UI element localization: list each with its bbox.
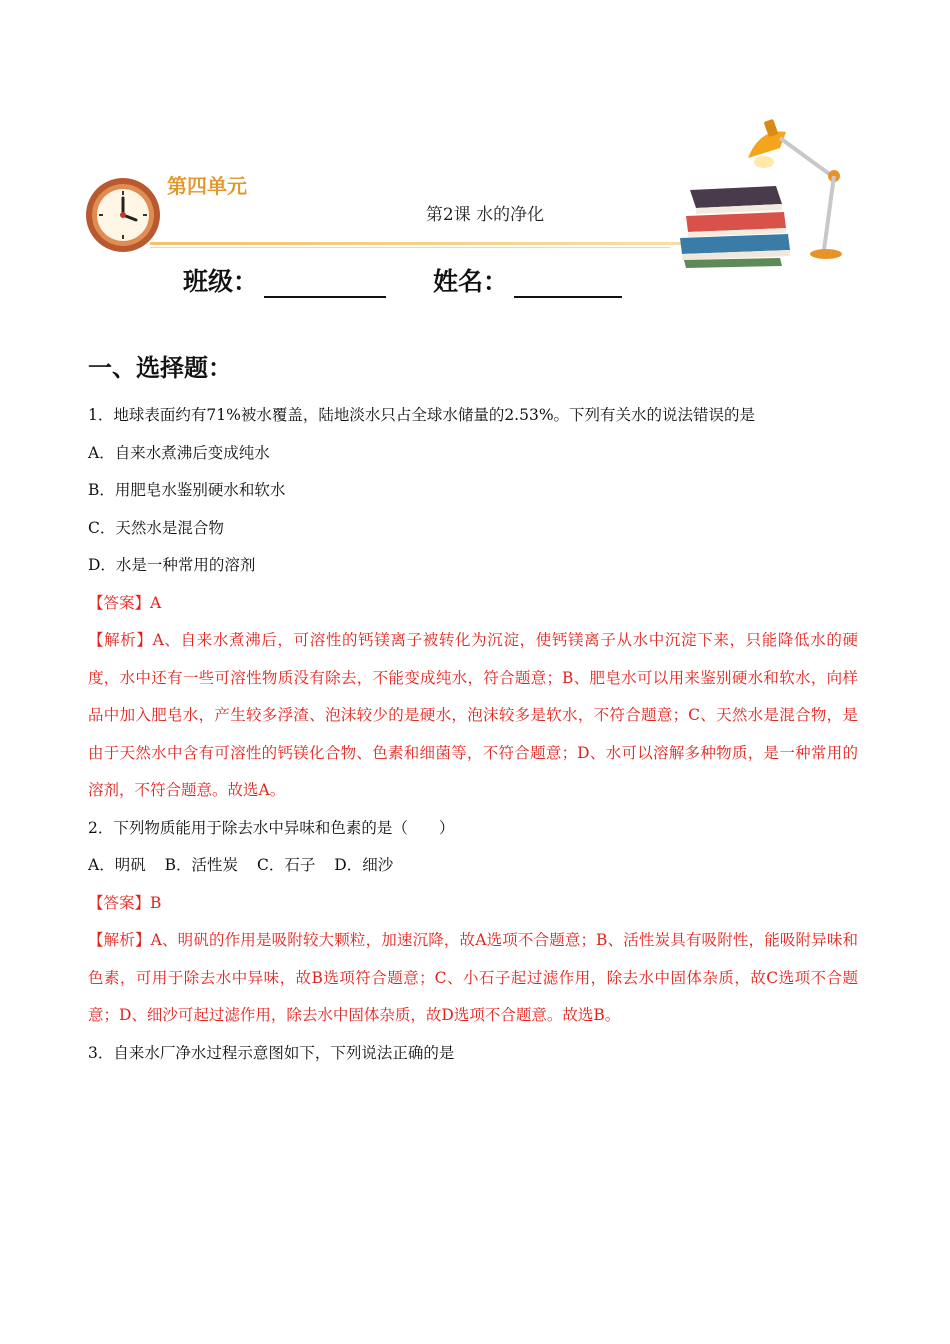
question-content	[88, 340, 858, 1072]
class-blank[interactable]	[264, 268, 386, 298]
class-field	[183, 262, 386, 298]
question-1-option-d: D．水是一种常用的溶剂	[88, 556, 256, 574]
question-2-option-b: B．活性炭	[164, 856, 239, 874]
question-1-option-b: B．用肥皂水鉴别硬水和软水	[88, 481, 286, 499]
question-1-analysis: 【解析】A、自来水煮沸后，可溶性的钙镁离子被转化为沉淀，使钙镁离子从水中沉淀下来，只能降低水的硬度，水中还有一些可溶性物质没有除去，不能变成纯水，符合题意；B、肥皂水可以用来鉴别硬水和软水，向样品中加入肥皂水，产生较多浮渣、泡沫较少的是硬水，泡沫较多是软水，不符合题意；C、天然水是混合物，是由于天然水中含有可溶性的钙镁化合物、色素和细菌等，不符合题意；D、水可以溶解多种物质，是一种常用的溶剂，不符合题意。故选A。	[88, 631, 858, 799]
question-1-option-c: C．天然水是混合物	[88, 518, 224, 537]
section-title: 一、选择题：	[88, 354, 232, 382]
question-2-stem: 2．下列物质能用于除去水中异味和色素的是（ ）	[88, 818, 455, 837]
question-2-options	[88, 847, 858, 885]
question-1-option-a: A．自来水煮沸后变成纯水	[88, 443, 270, 462]
question-2-answer: 【答案】B	[88, 893, 162, 912]
name-label: 姓名：	[433, 267, 509, 296]
question-2-option-c: C．石子	[256, 856, 316, 874]
unit-title: 第四单元	[167, 174, 247, 198]
question-2-option-d: D．细沙	[334, 856, 394, 874]
header-divider-thin	[150, 247, 670, 248]
question-1-stem: 1．地球表面约有71%被水覆盖，陆地淡水只占全球水储量的2.53%。下列有关水的说法错误的是	[88, 406, 756, 424]
question-2-analysis: 【解析】A、明矾的作用是吸附较大颗粒，加速沉降，故A选项不合题意；B、活性炭具有吸附性，能吸附异味和色素，可用于除去水中异味，故B选项符合题意；C、小石子起过滤作用，除去水中固体杂质，故C选项不合题意；D、细沙可起过滤作用，除去水中固体杂质，故D选项不合题意。故选B。	[88, 931, 858, 1024]
page-header	[0, 0, 950, 320]
name-field	[433, 262, 622, 298]
lesson-title: 第2课 水的净化	[425, 205, 545, 225]
question-1-answer: 【答案】A	[88, 593, 162, 612]
name-blank[interactable]	[514, 268, 622, 298]
question-3-stem: 3．自来水厂净水过程示意图如下，下列说法正确的是	[88, 1043, 455, 1062]
books-icon	[676, 180, 806, 270]
question-2-option-a: A．明矾	[88, 856, 146, 874]
class-label: 班级：	[183, 267, 259, 296]
header-divider	[150, 242, 695, 245]
